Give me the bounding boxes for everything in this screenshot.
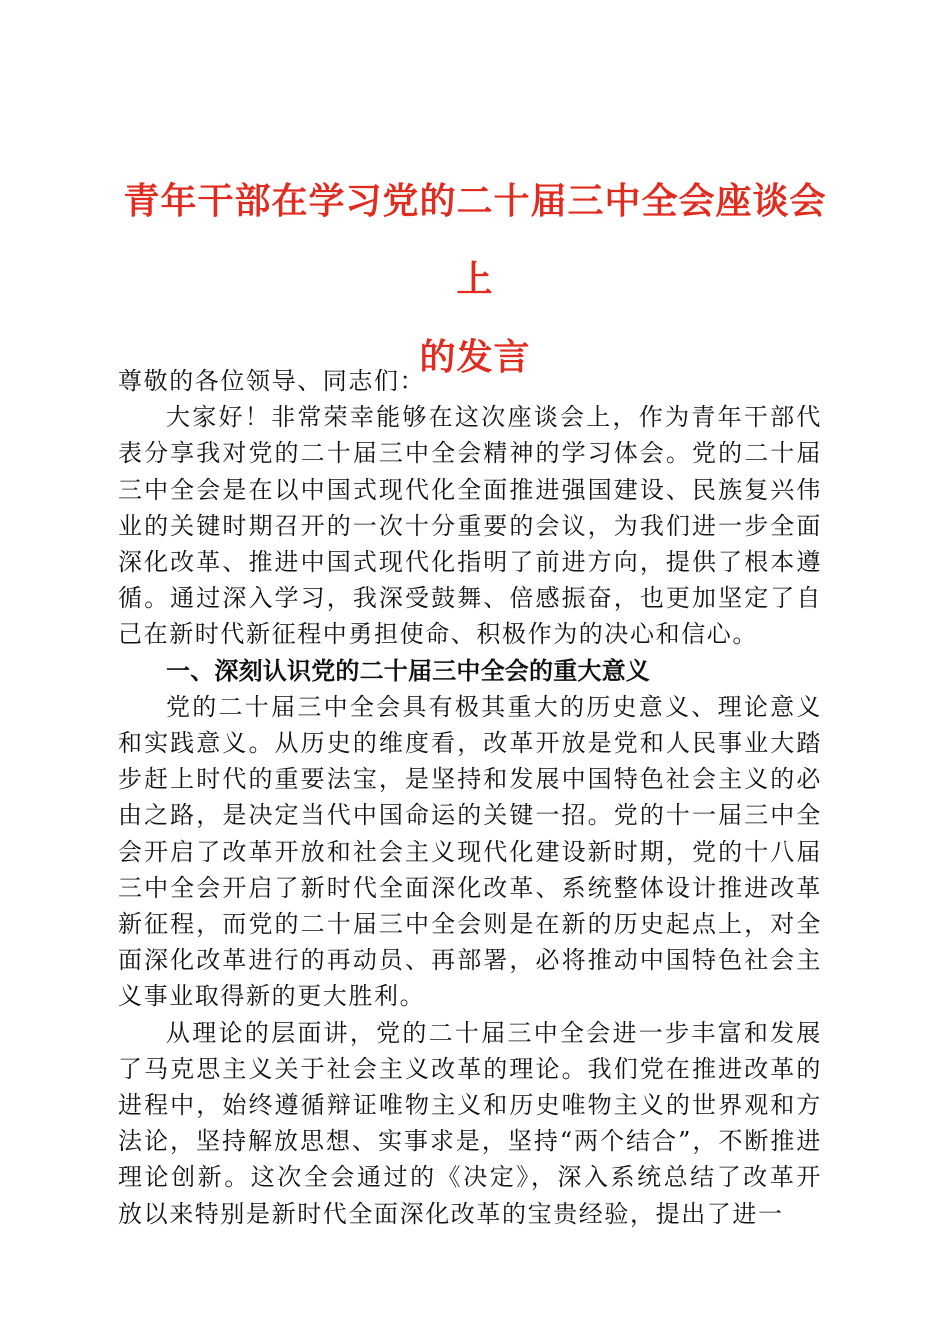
- paragraph-theoretical-significance: 从理论的层面讲，党的二十届三中全会进一步丰富和发展了马克思主义关于社会主义改革的理论。我们党在推进改革的进程中，始终遵循辩证唯物主义和历史唯物主义的世界观和方法论，坚持解放思想、实事求是，坚持“两个结合”，不断推进理论创新。这次全会通过的《决定》，深入系统总结了改革开放以来特别是新时代全面深化改革的宝贵经验，提出了进一: [118, 1018, 822, 1228]
- salutation: 尊敬的各位领导、同志们：: [118, 367, 426, 395]
- section-heading-1: 一、深刻认识党的二十届三中全会的重大意义: [166, 656, 650, 685]
- document-body: [118, 363, 822, 1232]
- document-title: [110, 162, 840, 396]
- paragraph-historical-significance: 党的二十届三中全会具有极其重大的历史意义、理论意义和实践意义。从历史的维度看，改革开放是党和人民事业大踏步赶上时代的重要法宝，是坚持和发展中国特色社会主义的必由之路，是决定当代中国命运的关键一招。党的十一届三中全会开启了改革开放和社会主义现代化建设新时期，党的十八届三中全会开启了新时代全面深化改革、系统整体设计推进改革新征程，而党的二十届三中全会则是在新的历史起点上，对全面深化改革进行的再动员、再部署，必将推动中国特色社会主义事业取得新的更大胜利。: [118, 692, 822, 1011]
- title-line-2: 的发言: [419, 336, 531, 378]
- title-line-1: 青年干部在学习党的二十届三中全会座谈会上: [123, 180, 827, 300]
- paragraph-opening: 大家好！非常荣幸能够在这次座谈会上，作为青年干部代表分享我对党的二十届三中全会精神的学习体会。党的二十届三中全会是在以中国式现代化全面推进强国建设、民族复兴伟业的关键时期召开的一次十分重要的会议，为我们进一步全面深化改革、推进中国式现代化指明了前进方向，提供了根本遵循。通过深入学习，我深受鼓舞、倍感振奋，也更加坚定了自己在新时代新征程中勇担使命、积极作为的决心和信心。: [118, 403, 822, 649]
